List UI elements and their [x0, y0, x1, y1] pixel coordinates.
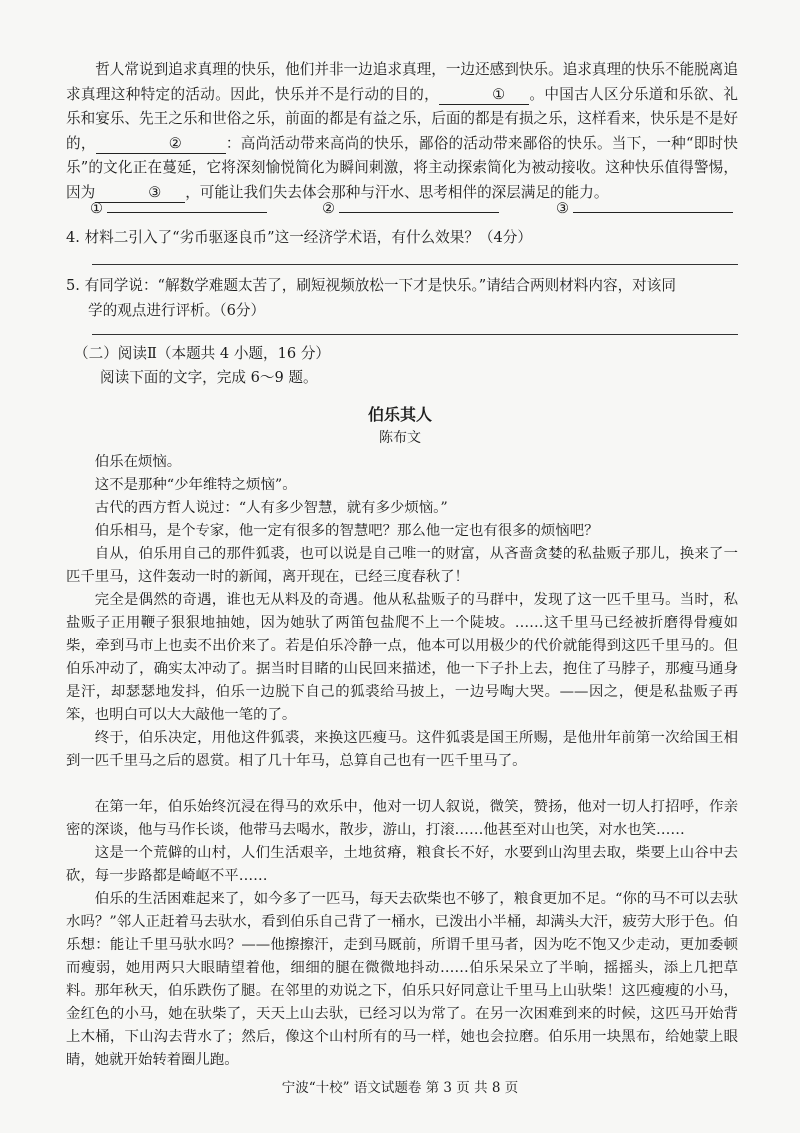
answer-line[interactable]	[107, 196, 267, 213]
answer-1[interactable]: ①	[90, 196, 267, 217]
section-instruction: 阅读下面的文字，完成 6～9 题。	[100, 369, 318, 386]
story-paragraph: 伯乐的生活困难起来了，如今多了一匹马，每天去砍柴也不够了，粮食更加不足。“你的马不可以去驮水吗？”邻人正赶着马去驮水，看到伯乐自己背了一桶水，已泼出小半桶，却满头大汗，疲劳大形于色。伯乐想：能让千里马驮水吗？——他擦擦汗，走到马厩前，所谓千里马者，因为吃不饱又少走动，更加委顿而瘦弱，她用两只大眼睛望着他，细细的腿在微微地抖动……伯乐呆呆立了半晌，摇摇头，添上几把草料。	[66, 891, 738, 999]
material-text-4: ，可能让我们失去体会那种与汗水、思考相伴的深层满足的能力。	[185, 183, 609, 201]
story-paragraph: 这不是那种“少年维特之烦恼”。	[94, 477, 297, 493]
story-paragraph: 自从，伯乐用自己的那件狐裘，也可以说是自己唯一的财富，从吝啬贪婪的私盐贩子那儿，换来了一匹千里马，这件轰动一时的新闻，离开现在，已经三度春秋了！	[66, 546, 738, 585]
answer-line-q4[interactable]	[92, 264, 738, 265]
story-paragraph: 伯乐相马，是个专家，他一定有很多的智慧吧？那么他一定也有很多的烦恼吧？	[94, 523, 599, 539]
story-title: 伯乐其人	[367, 405, 432, 424]
answer-line[interactable]	[339, 196, 499, 213]
story-paragraph: 这是一个荒僻的山村，人们生活艰辛，土地贫瘠，粮食长不好，水要到山沟里去取，柴要上山谷中去砍，每一步路都是崎岖不平……	[66, 845, 738, 884]
story-paragraph: 古代的西方哲人说过：“人有多少智慧，就有多少烦恼。”	[94, 500, 448, 516]
blank-2[interactable]: ②	[96, 135, 226, 154]
question-5-line1: 5. 有同学说：“解数学难题太苦了，刷短视频放松一下才是快乐。”请结合两则材料内容，对该同	[66, 277, 676, 294]
story-paragraph: 在第一年，伯乐始终沉浸在得马的欢乐中，他对一切人叙说，微笑，赞扬，他对一切人打招呼，作亲密的深谈，他与马作长谈，他带马去喝水，散步，游山，打滚……他甚至对山也笑，对水也笑……	[66, 799, 738, 838]
section-heading: （二）阅读Ⅱ（本题共 4 小题，16 分）	[74, 345, 331, 362]
story-author: 陈布文	[379, 430, 421, 446]
question-4: 4. 材料二引入了“劣币驱逐良币”这一经济学术语，有什么效果？（4分）	[66, 229, 532, 246]
blank-3[interactable]: ③	[95, 184, 185, 203]
blank-answer-row	[90, 196, 750, 222]
material-text-2: 。中国古人区分乐道和乐欲、礼乐和宴乐、先王之乐和世俗之乐，前面的都是有益之乐，后面的都是有损之乐，这样看来，快乐是不是好的，	[66, 85, 738, 152]
answer-3[interactable]: ③	[556, 196, 733, 217]
material-paragraph	[66, 58, 738, 205]
answer-line-q5[interactable]	[92, 334, 738, 335]
question-5-line2: 学的观点进行评析。（6分）	[88, 302, 266, 319]
page-footer: 宁波“十校” 语文试题卷 第 3 页 共 8 页	[281, 1080, 519, 1096]
answer-2[interactable]: ②	[322, 196, 499, 217]
story-paragraph: 伯乐在烦恼。	[94, 454, 182, 470]
material-text-3: ：高尚活动带来高尚的快乐，鄙俗的活动带来鄙俗的快乐。当下，一种“即时快乐”的文化正在蔓延，它将深刻愉悦简化为瞬间刺激，将主动探索简化为被动接收。这种快乐值得警惕，因为	[66, 134, 738, 201]
material-text-1: 哲人常说到追求真理的快乐，他们并非一边追求真理，一边还感到快乐。追求真理的快乐不能脱离追求真理这种特定的活动。因此，快乐并不是行动的目的，	[66, 61, 738, 103]
story-paragraph: 终于，伯乐决定，用他这件狐裘，来换这匹瘦马。这件狐裘是国王所赐，是他卅年前第一次给国王相到一匹千里马之后的恩赏。相了几十年马，总算自己也有一匹千里马了。	[66, 730, 738, 769]
blank-1[interactable]: ①	[439, 86, 529, 105]
answer-line[interactable]	[573, 196, 733, 213]
story-paragraph: 完全是偶然的奇遇，谁也无从料及的奇遇。他从私盐贩子的马群中，发现了这一匹千里马。当时，私盐贩子正用鞭子狠狠地抽她，因为她驮了两笛包盐爬不上一个陡坡。……这千里马已经被折磨得骨瘦如柴，牵到马市上也卖不出价来了。若是伯乐冷静一点，他本可以用极少的代价就能得到这匹千里马的。但伯乐冲动了，确实太冲动了。据当时目睹的山民回来描述，他一下子扑上去，抱住了马脖子，那瘦马通身是汗，却瑟瑟地发抖，伯乐一边脱下自己的狐裘给马披上，一边号啕大哭。——因之，便是私盐贩子再笨，也明白可以大大敲他一笔的了。	[66, 592, 738, 723]
story-paragraph: 那年秋天，伯乐跌伤了腿。在邻里的劝说之下，伯乐只好同意让千里马上山驮柴！这匹瘦瘦的小马，金红色的小马，她在驮柴了，天天上山去驮，已经习以为常了。在另一次困难到来的时候，这匹马开始背上木桶，下山沟去背水了；然后，像这个山村所有的马一样，她也会拉磨。伯乐用一块黑布，给她蒙上眼睛，她就开始转着圈儿跑。	[66, 983, 738, 1068]
